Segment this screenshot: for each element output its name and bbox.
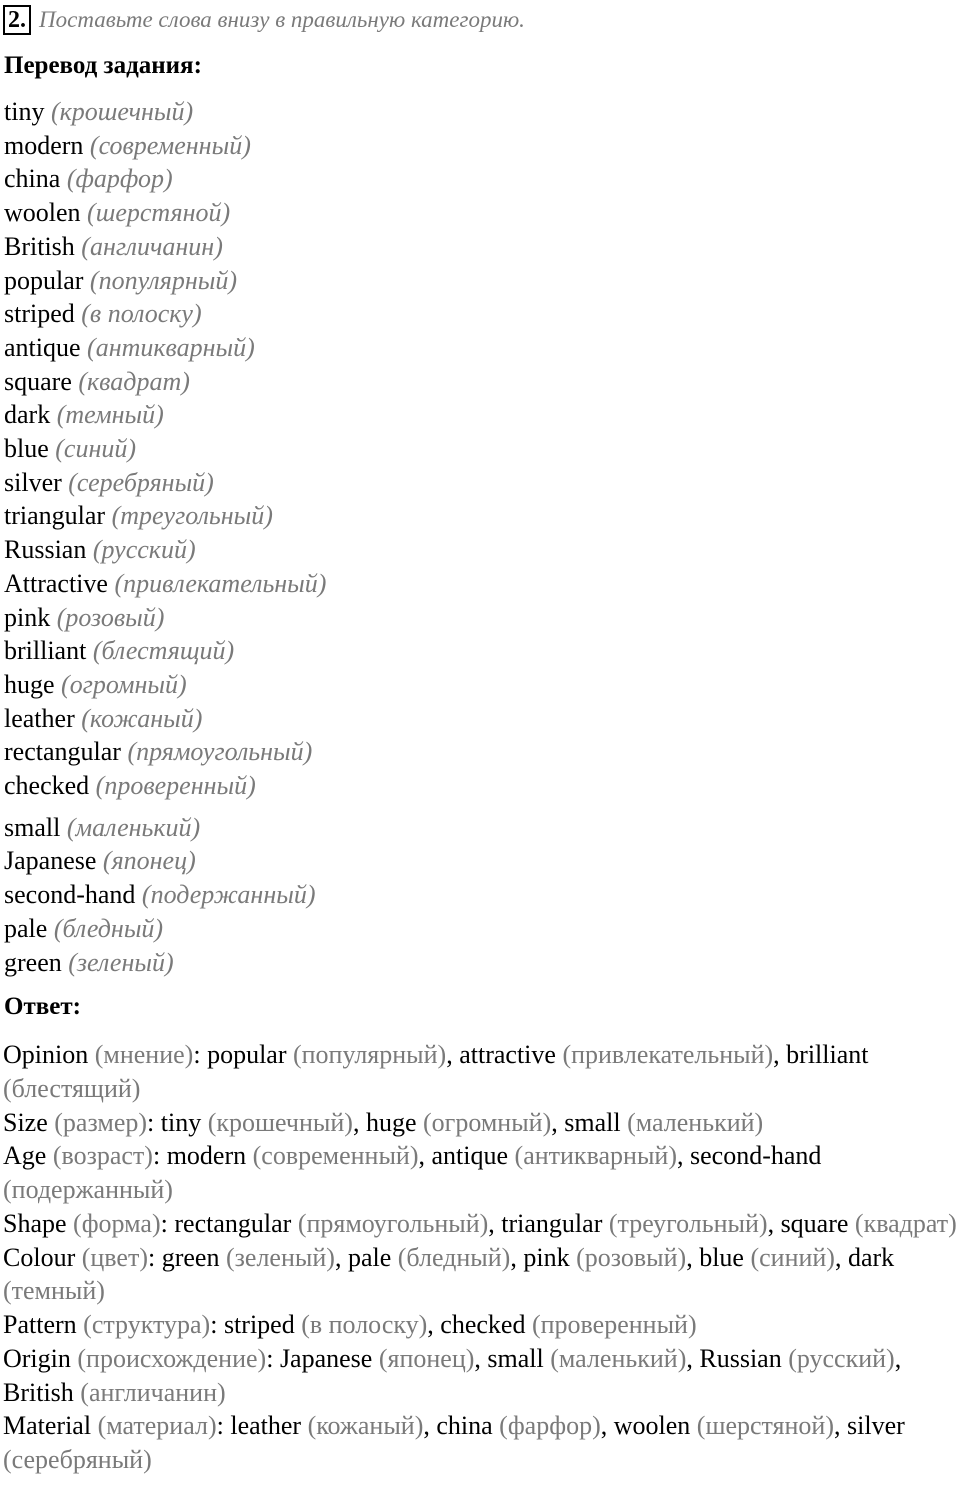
answer-gloss: (подержанный) [3,1175,173,1204]
answer-word: silver [847,1411,905,1441]
category-gloss: (происхождение) [77,1343,267,1373]
answer-word: dark [847,1242,895,1272]
russian-gloss: (японец) [102,846,196,876]
word-list-item [4,97,193,127]
answer-gloss: (русский) [788,1343,895,1373]
word-list-item [4,299,202,329]
russian-gloss: (привлекательный) [114,568,327,598]
answer-gloss: (маленький) [550,1343,687,1373]
answer-gloss: (синий) [750,1242,835,1272]
category-name: Shape [3,1208,67,1238]
russian-gloss: (современный) [89,130,251,160]
english-word: small [4,812,61,842]
category-gloss: (мнение) [94,1040,194,1069]
word-list-item [4,771,256,801]
english-word: Japanese [4,846,97,876]
category-name: Age [3,1141,47,1171]
russian-gloss: (фарфор) [66,164,173,194]
word-list-item [4,880,316,910]
answer-gloss: (проверенный) [531,1310,697,1339]
answer-word: woolen [613,1411,691,1441]
answer-block [3,1038,958,1477]
answer-gloss: (фарфор) [499,1411,601,1441]
category-gloss: (размер) [54,1107,148,1137]
russian-gloss: (квадрат) [78,366,190,396]
answer-word: china [436,1411,493,1441]
answer-category-age: Age (возраст): modern (современный), antique (антикварный), second-hand (подержанный) [3,1141,822,1204]
answer-category-size: Size (размер): tiny (крошечный), huge (огромный), small (маленький) [3,1107,764,1137]
answer-gloss: (популярный) [292,1040,447,1069]
answer-word: popular [207,1040,293,1069]
english-word: tiny [4,97,45,126]
answer-word: green [161,1242,220,1272]
answer-word: striped [223,1310,295,1339]
task-header [3,4,525,36]
english-word: triangular [4,501,106,531]
russian-gloss: (антикварный) [87,332,255,362]
answer-word: pale [347,1242,392,1272]
category-gloss: (структура) [83,1310,211,1339]
english-word: woolen [4,198,81,228]
answer-word: pink [523,1242,570,1272]
answer-category-origin: Origin (происхождение): Japanese (японец), small (маленький), Russian (русский), British (англичанин) [3,1343,902,1407]
answer-gloss: (блестящий) [3,1073,141,1103]
russian-gloss: (популярный) [89,265,238,295]
category-name: Origin [3,1343,71,1373]
answer-word: small [564,1107,621,1137]
word-list-item [4,636,234,666]
answer-word: rectangular [174,1208,292,1238]
english-word: popular [4,265,90,295]
word-list-item [4,569,326,599]
answer-gloss: (квадрат) [854,1208,957,1238]
english-word: pale [4,913,48,943]
category-name: Material [3,1411,92,1441]
answer-word: tiny [160,1107,202,1137]
russian-gloss: (проверенный) [95,771,256,800]
answer-word: British [3,1377,74,1407]
answer-word: attractive [459,1040,556,1069]
answer-word: Japanese [279,1343,373,1373]
answer-word: square [780,1208,849,1238]
english-word: Russian [4,535,87,565]
answer-word: second-hand [690,1141,822,1171]
answer-gloss: (маленький) [627,1107,764,1137]
task-number-box: 2. [3,5,31,35]
answer-word: Russian [699,1343,782,1373]
english-word: Attractive [4,568,108,598]
word-list-item [4,266,237,296]
word-list-item [4,367,190,397]
word-list-item [4,198,230,228]
english-word: green [4,947,62,977]
answer-category-pattern: Pattern (структура): striped (в полоску), checked (проверенный) [3,1310,697,1339]
word-list-item [4,400,164,430]
answer-category-shape: Shape (форма): rectangular (прямоугольный), triangular (треугольный), square (квадрат) [3,1208,957,1238]
english-word: blue [4,434,49,463]
english-word: second-hand [4,880,136,910]
answer-gloss: (современный) [252,1141,419,1171]
word-list-item [4,468,214,498]
english-word: striped [4,299,75,329]
word-list-item [4,164,173,194]
answer-word: huge [365,1107,417,1137]
russian-gloss: (огромный) [61,669,187,699]
english-word: leather [4,703,75,733]
english-word: checked [4,771,90,800]
word-list-item [4,670,187,700]
answer-category-colour: Colour (цвет): green (зеленый), pale (бледный), pink (розовый), blue (синий), dark (темный) [3,1242,895,1306]
russian-gloss: (в полоску) [81,299,202,329]
task-instruction: Поставьте слова внизу в правильную категорию. [39,7,525,32]
russian-gloss: (треугольный) [111,501,273,531]
word-list-item [4,914,163,944]
answer-gloss: (шерстяной) [696,1411,835,1441]
russian-gloss: (блестящий) [92,636,235,666]
answer-word: blue [699,1242,744,1272]
answer-gloss: (бледный) [397,1242,511,1272]
english-word: china [4,164,61,194]
answer-gloss: (треугольный) [608,1208,768,1238]
english-word: dark [4,400,51,430]
answer-gloss: (антикварный) [514,1141,677,1171]
answer-gloss: (в полоску) [301,1310,428,1339]
word-list-item [4,434,136,464]
answer-gloss: (огромный) [423,1107,552,1137]
answer-word: checked [440,1310,526,1339]
category-name: Pattern [3,1310,77,1339]
category-gloss: (форма) [73,1208,161,1238]
answer-gloss: (розовый) [576,1242,687,1272]
category-gloss: (возраст) [52,1141,153,1171]
russian-gloss: (темный) [56,400,164,430]
answer-gloss: (англичанин) [80,1377,226,1407]
russian-gloss: (крошечный) [50,97,194,126]
russian-gloss: (кожаный) [81,703,203,733]
answer-gloss: (привлекательный) [562,1040,774,1069]
english-word: huge [4,669,55,699]
english-word: rectangular [4,737,121,767]
russian-gloss: (шерстяной) [87,198,231,228]
answer-word: leather [230,1411,302,1441]
answer-gloss: (крошечный) [207,1107,353,1137]
english-word: pink [4,602,51,632]
answer-word: brilliant [786,1040,869,1069]
word-list-item [4,131,251,161]
answer-word: small [487,1343,544,1373]
category-name: Colour [3,1242,76,1272]
russian-gloss: (русский) [92,535,196,565]
answer-word: modern [166,1141,247,1171]
answer-heading: Ответ: [4,993,81,1020]
russian-gloss: (прямоугольный) [127,737,313,767]
english-word: silver [4,467,62,497]
word-list-item [4,813,200,843]
word-list-item [4,846,196,876]
answer-word: antique [431,1141,509,1171]
word-list-item [4,737,312,767]
word-list-item [4,232,223,262]
category-name: Opinion [3,1040,89,1069]
word-list-item [4,333,255,363]
russian-gloss: (зеленый) [68,947,174,977]
english-word: British [4,231,82,261]
answer-gloss: (японец) [378,1343,475,1373]
russian-gloss: (подержанный) [141,880,316,910]
english-word: modern [4,130,84,160]
category-gloss: (цвет) [81,1242,148,1272]
answer-gloss: (прямоугольный) [297,1208,489,1238]
answer-category-opinion: Opinion (мнение): popular (популярный), attractive (привлекательный), brilliant (блестящий) [3,1040,869,1103]
russian-gloss: (серебряный) [68,467,214,497]
word-list-item [4,704,202,734]
answer-gloss: (кожаный) [307,1411,424,1441]
russian-gloss: (синий) [55,434,137,463]
word-list-item [4,948,174,978]
word-list-item [4,535,196,565]
english-word: brilliant [4,636,87,666]
word-list-item [4,603,164,633]
word-list-item [4,501,273,531]
english-word: antique [4,332,81,362]
translation-heading: Перевод задания: [4,52,202,79]
russian-gloss: (розовый) [56,602,165,632]
answer-category-material: Material (материал): leather (кожаный), china (фарфор), woolen (шерстяной), silver (серебряный) [3,1411,905,1474]
answer-gloss: (серебряный) [3,1445,152,1474]
category-name: Size [3,1107,48,1137]
answer-gloss: (темный) [3,1276,105,1306]
answer-gloss: (зеленый) [225,1242,335,1272]
russian-gloss: (маленький) [66,812,201,842]
russian-gloss: (англичанин) [81,231,223,261]
english-word: square [4,366,72,396]
russian-gloss: (бледный) [53,913,164,943]
answer-word: triangular [501,1208,603,1238]
category-gloss: (материал) [97,1411,217,1441]
